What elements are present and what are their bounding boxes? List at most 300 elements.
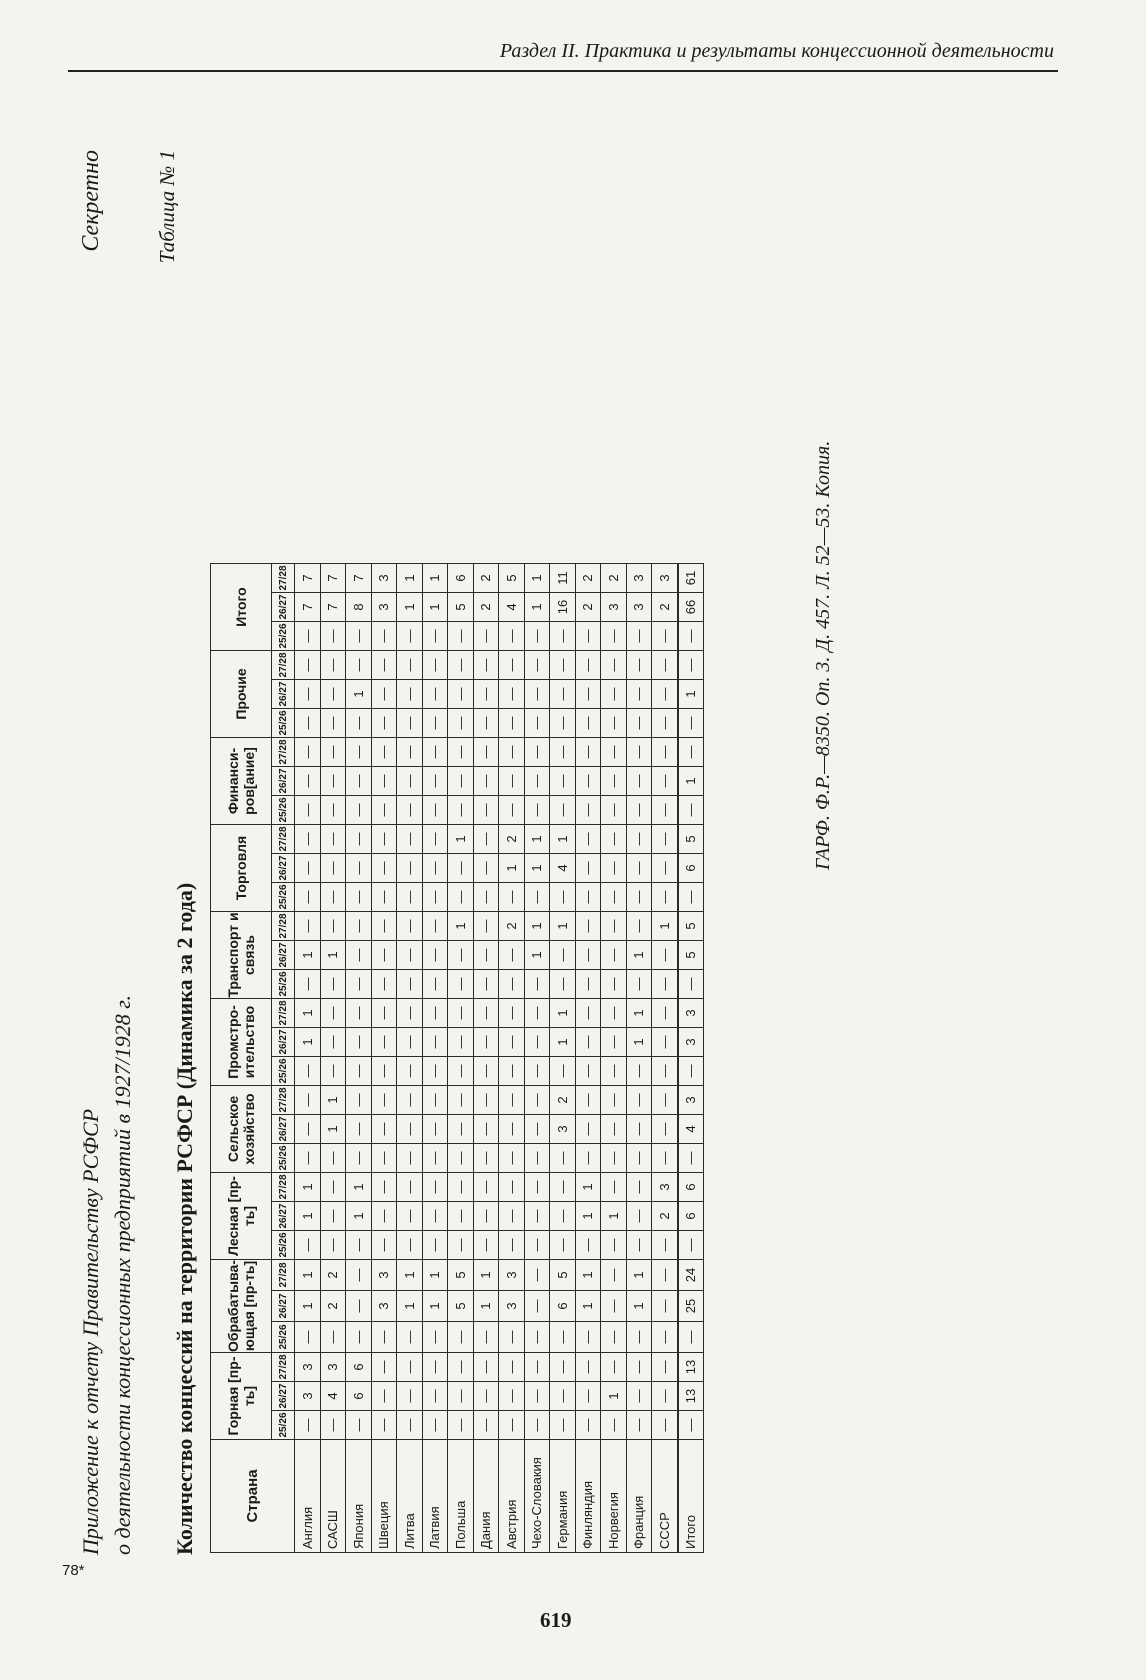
value-cell: 1 [320, 1115, 346, 1144]
table-row [499, 564, 525, 1553]
value-cell: — [295, 1057, 321, 1086]
value-cell: — [422, 912, 448, 941]
value-cell: — [473, 1144, 499, 1173]
value-cell: — [601, 1173, 627, 1202]
value-cell: — [601, 854, 627, 883]
value-cell: — [524, 622, 550, 651]
value-cell: 5 [499, 564, 525, 593]
value-cell: 1 [524, 593, 550, 622]
value-cell: — [524, 1260, 550, 1291]
value-cell: — [473, 1231, 499, 1260]
value-cell: — [346, 970, 372, 999]
value-cell: — [652, 622, 678, 651]
value-cell: — [371, 912, 397, 941]
value-cell: — [295, 1231, 321, 1260]
table-row [678, 564, 704, 1553]
value-cell: 7 [295, 564, 321, 593]
value-cell: — [295, 709, 321, 738]
value-cell: — [601, 767, 627, 796]
value-cell: — [524, 999, 550, 1028]
year-header: 26/27 [272, 941, 295, 970]
value-cell: 1 [295, 1202, 321, 1231]
value-cell: 1 [346, 1173, 372, 1202]
value-cell: — [346, 1291, 372, 1322]
value-cell: — [320, 1173, 346, 1202]
year-header: 26/27 [272, 1291, 295, 1322]
value-cell: 1 [346, 1202, 372, 1231]
value-cell: 2 [320, 1260, 346, 1291]
value-cell: — [601, 1115, 627, 1144]
year-header: 27/28 [272, 825, 295, 854]
year-header: 25/26 [272, 1411, 295, 1440]
year-header: 26/27 [272, 767, 295, 796]
value-cell: — [575, 680, 601, 709]
value-cell: — [601, 825, 627, 854]
value-cell: 16 [550, 593, 576, 622]
value-cell: — [320, 883, 346, 912]
value-cell: — [320, 622, 346, 651]
value-cell: — [422, 883, 448, 912]
country-cell: Австрия [499, 1440, 525, 1553]
value-cell: 3 [626, 564, 652, 593]
year-header: 25/26 [272, 1057, 295, 1086]
country-cell: Литва [397, 1440, 423, 1553]
value-cell: — [448, 1086, 474, 1115]
value-cell: — [346, 912, 372, 941]
value-cell: 3 [678, 999, 704, 1028]
value-cell: 1 [678, 767, 704, 796]
value-cell: — [524, 1231, 550, 1260]
year-header: 26/27 [272, 680, 295, 709]
table-row [473, 564, 499, 1553]
value-cell: 3 [320, 1353, 346, 1382]
value-cell: — [448, 1322, 474, 1353]
table-row [652, 564, 678, 1553]
value-cell: 1 [524, 564, 550, 593]
value-cell: — [601, 999, 627, 1028]
value-cell: 1 [601, 1382, 627, 1411]
value-cell: — [397, 970, 423, 999]
table-row [550, 564, 576, 1553]
value-cell: — [601, 883, 627, 912]
value-cell: — [295, 1144, 321, 1173]
value-cell: — [295, 767, 321, 796]
value-cell: — [499, 1231, 525, 1260]
value-cell: — [524, 1144, 550, 1173]
value-cell: — [422, 1353, 448, 1382]
value-cell: — [448, 1202, 474, 1231]
value-cell: — [371, 883, 397, 912]
category-header: Прочие [211, 651, 272, 738]
category-header: Торговля [211, 825, 272, 912]
value-cell: — [575, 1231, 601, 1260]
year-header: 27/28 [272, 1086, 295, 1115]
value-cell: — [371, 1322, 397, 1353]
value-cell: — [550, 738, 576, 767]
value-cell: — [422, 970, 448, 999]
value-cell: 7 [346, 564, 372, 593]
value-cell: — [371, 941, 397, 970]
value-cell: 1 [626, 941, 652, 970]
value-cell: — [397, 1353, 423, 1382]
country-cell: Норвегия [601, 1440, 627, 1553]
value-cell: — [473, 1086, 499, 1115]
category-header-row [211, 564, 272, 1553]
value-cell: — [473, 825, 499, 854]
value-cell: 3 [295, 1382, 321, 1411]
value-cell: — [346, 622, 372, 651]
value-cell: — [371, 1086, 397, 1115]
country-cell: Итого [678, 1440, 704, 1553]
value-cell: — [448, 738, 474, 767]
year-header: 25/26 [272, 709, 295, 738]
value-cell: — [422, 854, 448, 883]
value-cell: — [601, 680, 627, 709]
value-cell: — [422, 1231, 448, 1260]
country-cell: Франция [626, 1440, 652, 1553]
value-cell: 3 [499, 1260, 525, 1291]
value-cell: — [397, 912, 423, 941]
value-cell: 3 [626, 593, 652, 622]
value-cell: — [320, 1202, 346, 1231]
category-header: Лесная [пр-ть] [211, 1173, 272, 1260]
value-cell: — [524, 1322, 550, 1353]
value-cell: — [397, 1202, 423, 1231]
year-header: 26/27 [272, 1028, 295, 1057]
value-cell: — [422, 825, 448, 854]
value-cell: — [346, 1260, 372, 1291]
value-cell: — [601, 1057, 627, 1086]
value-cell: — [397, 941, 423, 970]
value-cell: — [397, 1231, 423, 1260]
value-cell: — [550, 970, 576, 999]
value-cell: — [524, 738, 550, 767]
value-cell: — [422, 1411, 448, 1440]
value-cell: — [320, 796, 346, 825]
value-cell: — [499, 1057, 525, 1086]
value-cell: 1 [397, 564, 423, 593]
value-cell: 1 [550, 912, 576, 941]
value-cell: — [652, 883, 678, 912]
value-cell: 1 [524, 941, 550, 970]
value-cell: — [524, 796, 550, 825]
value-cell: — [652, 1260, 678, 1291]
value-cell: 3 [652, 1173, 678, 1202]
table-number: Таблица № 1 [155, 150, 179, 264]
value-cell: 1 [473, 1291, 499, 1322]
value-cell: — [652, 941, 678, 970]
value-cell: — [550, 883, 576, 912]
table-row [320, 564, 346, 1553]
value-cell: — [448, 680, 474, 709]
value-cell: 5 [678, 825, 704, 854]
value-cell: — [422, 1202, 448, 1231]
value-cell: 7 [320, 593, 346, 622]
value-cell: — [626, 825, 652, 854]
value-cell: — [448, 1231, 474, 1260]
value-cell: — [652, 999, 678, 1028]
category-header: Транспорт и связь [211, 912, 272, 999]
value-cell: — [397, 825, 423, 854]
value-cell: — [550, 1322, 576, 1353]
value-cell: — [652, 796, 678, 825]
value-cell: 1 [422, 1291, 448, 1322]
value-cell: 1 [550, 999, 576, 1028]
value-cell: — [320, 680, 346, 709]
value-cell: — [346, 1231, 372, 1260]
value-cell: — [550, 709, 576, 738]
value-cell: — [524, 767, 550, 796]
value-cell: — [346, 941, 372, 970]
year-header: 27/28 [272, 738, 295, 767]
value-cell: — [601, 1260, 627, 1291]
value-cell: — [448, 767, 474, 796]
value-cell: 2 [473, 593, 499, 622]
value-cell: — [397, 1028, 423, 1057]
year-header: 26/27 [272, 1115, 295, 1144]
value-cell: — [346, 796, 372, 825]
value-cell: — [448, 854, 474, 883]
year-header: 27/28 [272, 999, 295, 1028]
value-cell: — [499, 796, 525, 825]
value-cell: — [652, 1411, 678, 1440]
value-cell: — [346, 709, 372, 738]
value-cell: 2 [652, 593, 678, 622]
value-cell: — [550, 1353, 576, 1382]
value-cell: — [397, 622, 423, 651]
country-cell: Чехо-Словакия [524, 1440, 550, 1553]
value-cell: — [601, 1028, 627, 1057]
value-cell: 1 [295, 1028, 321, 1057]
country-cell: Дания [473, 1440, 499, 1553]
value-cell: — [575, 1028, 601, 1057]
value-cell: — [473, 1115, 499, 1144]
value-cell: — [295, 680, 321, 709]
value-cell: — [371, 1231, 397, 1260]
value-cell: — [371, 709, 397, 738]
value-cell: — [499, 1322, 525, 1353]
value-cell: — [678, 651, 704, 680]
value-cell: — [422, 651, 448, 680]
page-number: 619 [540, 1608, 572, 1632]
value-cell: — [448, 1382, 474, 1411]
year-header: 26/27 [272, 1202, 295, 1231]
value-cell: — [473, 1057, 499, 1086]
value-cell: — [499, 767, 525, 796]
value-cell: — [626, 1115, 652, 1144]
value-cell: — [397, 1115, 423, 1144]
value-cell: — [575, 651, 601, 680]
category-header: Обрабатыва-ющая [пр-ть] [211, 1260, 272, 1353]
value-cell: — [346, 1115, 372, 1144]
value-cell: — [346, 883, 372, 912]
value-cell: — [448, 1057, 474, 1086]
value-cell: — [320, 1322, 346, 1353]
annex-title-line2: о деятельности концессионных предприятий в 1927/1928 г. [110, 995, 135, 1555]
value-cell: 1 [626, 1028, 652, 1057]
value-cell: 1 [320, 941, 346, 970]
value-cell: — [601, 941, 627, 970]
value-cell: — [397, 680, 423, 709]
table-row [524, 564, 550, 1553]
value-cell: 1 [295, 999, 321, 1028]
value-cell: 1 [422, 564, 448, 593]
table-row [626, 564, 652, 1553]
value-cell: — [499, 1382, 525, 1411]
value-cell: — [320, 999, 346, 1028]
value-cell: — [320, 1144, 346, 1173]
value-cell: 61 [678, 564, 704, 593]
country-cell: Германия [550, 1440, 576, 1553]
secret-label: Секретно [78, 150, 104, 252]
value-cell: — [473, 1322, 499, 1353]
value-cell: 1 [295, 1260, 321, 1291]
stamp-number: 78* [62, 1562, 85, 1579]
value-cell: — [448, 1028, 474, 1057]
value-cell: — [524, 1291, 550, 1322]
value-cell: — [346, 1322, 372, 1353]
year-header: 27/28 [272, 1353, 295, 1382]
value-cell: 25 [678, 1291, 704, 1322]
value-cell: — [678, 622, 704, 651]
value-cell: — [346, 651, 372, 680]
value-cell: — [371, 1353, 397, 1382]
value-cell: — [601, 970, 627, 999]
value-cell: — [652, 738, 678, 767]
value-cell: — [422, 1382, 448, 1411]
value-cell: — [346, 1086, 372, 1115]
value-cell: 24 [678, 1260, 704, 1291]
value-cell: — [295, 1411, 321, 1440]
value-cell: — [397, 1322, 423, 1353]
value-cell: — [448, 1411, 474, 1440]
value-cell: — [524, 1086, 550, 1115]
value-cell: 4 [550, 854, 576, 883]
year-header: 27/28 [272, 564, 295, 593]
value-cell: — [652, 970, 678, 999]
value-cell: — [397, 738, 423, 767]
value-cell: — [601, 1291, 627, 1322]
value-cell: — [320, 1057, 346, 1086]
value-cell: — [422, 622, 448, 651]
running-header: Раздел II. Практика и результаты концессионной деятельности [499, 40, 1054, 62]
value-cell: 66 [678, 593, 704, 622]
value-cell: — [575, 796, 601, 825]
value-cell: — [652, 1322, 678, 1353]
value-cell: 5 [678, 912, 704, 941]
value-cell: — [499, 709, 525, 738]
value-cell: — [499, 680, 525, 709]
value-cell: — [652, 854, 678, 883]
value-cell: — [320, 1028, 346, 1057]
value-cell: — [422, 1086, 448, 1115]
value-cell: 2 [499, 912, 525, 941]
rotated-content [60, 110, 1100, 1615]
value-cell: 1 [397, 593, 423, 622]
value-cell: — [524, 1057, 550, 1086]
value-cell: — [601, 709, 627, 738]
value-cell: — [346, 1411, 372, 1440]
value-cell: — [346, 825, 372, 854]
value-cell: — [575, 1382, 601, 1411]
value-cell: — [371, 1202, 397, 1231]
value-cell: — [422, 767, 448, 796]
value-cell: 1 [499, 854, 525, 883]
value-cell: — [575, 999, 601, 1028]
value-cell: — [371, 738, 397, 767]
value-cell: — [448, 796, 474, 825]
value-cell: — [652, 1144, 678, 1173]
value-cell: — [550, 941, 576, 970]
value-cell: — [346, 1057, 372, 1086]
value-cell: — [422, 1115, 448, 1144]
value-cell: 6 [678, 1173, 704, 1202]
value-cell: — [550, 651, 576, 680]
value-cell: 1 [550, 1028, 576, 1057]
value-cell: — [473, 1202, 499, 1231]
value-cell: — [575, 1353, 601, 1382]
year-header: 27/28 [272, 651, 295, 680]
value-cell: 3 [678, 1086, 704, 1115]
value-cell: 1 [575, 1173, 601, 1202]
value-cell: — [626, 738, 652, 767]
value-cell: — [422, 1028, 448, 1057]
value-cell: — [371, 622, 397, 651]
value-cell: — [601, 1411, 627, 1440]
value-cell: — [371, 970, 397, 999]
value-cell: — [575, 912, 601, 941]
value-cell: 1 [524, 825, 550, 854]
value-cell: — [575, 825, 601, 854]
value-cell: — [320, 912, 346, 941]
value-cell: — [626, 854, 652, 883]
country-cell: Латвия [422, 1440, 448, 1553]
value-cell: — [524, 709, 550, 738]
table-row [371, 564, 397, 1553]
value-cell: — [371, 1144, 397, 1173]
value-cell: — [473, 738, 499, 767]
value-cell: — [320, 709, 346, 738]
value-cell: — [678, 1231, 704, 1260]
value-cell: — [397, 999, 423, 1028]
value-cell: — [371, 1382, 397, 1411]
year-header: 25/26 [272, 1322, 295, 1353]
value-cell: — [371, 680, 397, 709]
value-cell: 3 [295, 1353, 321, 1382]
value-cell: 1 [295, 1291, 321, 1322]
value-cell: — [626, 709, 652, 738]
value-cell: — [575, 1086, 601, 1115]
value-cell: — [422, 1322, 448, 1353]
value-cell: — [397, 796, 423, 825]
value-cell: 5 [678, 941, 704, 970]
value-cell: — [473, 796, 499, 825]
value-cell: — [397, 767, 423, 796]
value-cell: 3 [550, 1115, 576, 1144]
value-cell: — [678, 796, 704, 825]
value-cell: 3 [652, 564, 678, 593]
value-cell: — [575, 1411, 601, 1440]
value-cell: — [473, 854, 499, 883]
value-cell: — [320, 738, 346, 767]
year-header: 26/27 [272, 854, 295, 883]
value-cell: 1 [626, 1291, 652, 1322]
year-header: 25/26 [272, 622, 295, 651]
value-cell: 6 [346, 1382, 372, 1411]
value-cell: — [499, 999, 525, 1028]
country-header: Страна [211, 1440, 295, 1553]
value-cell: — [601, 796, 627, 825]
